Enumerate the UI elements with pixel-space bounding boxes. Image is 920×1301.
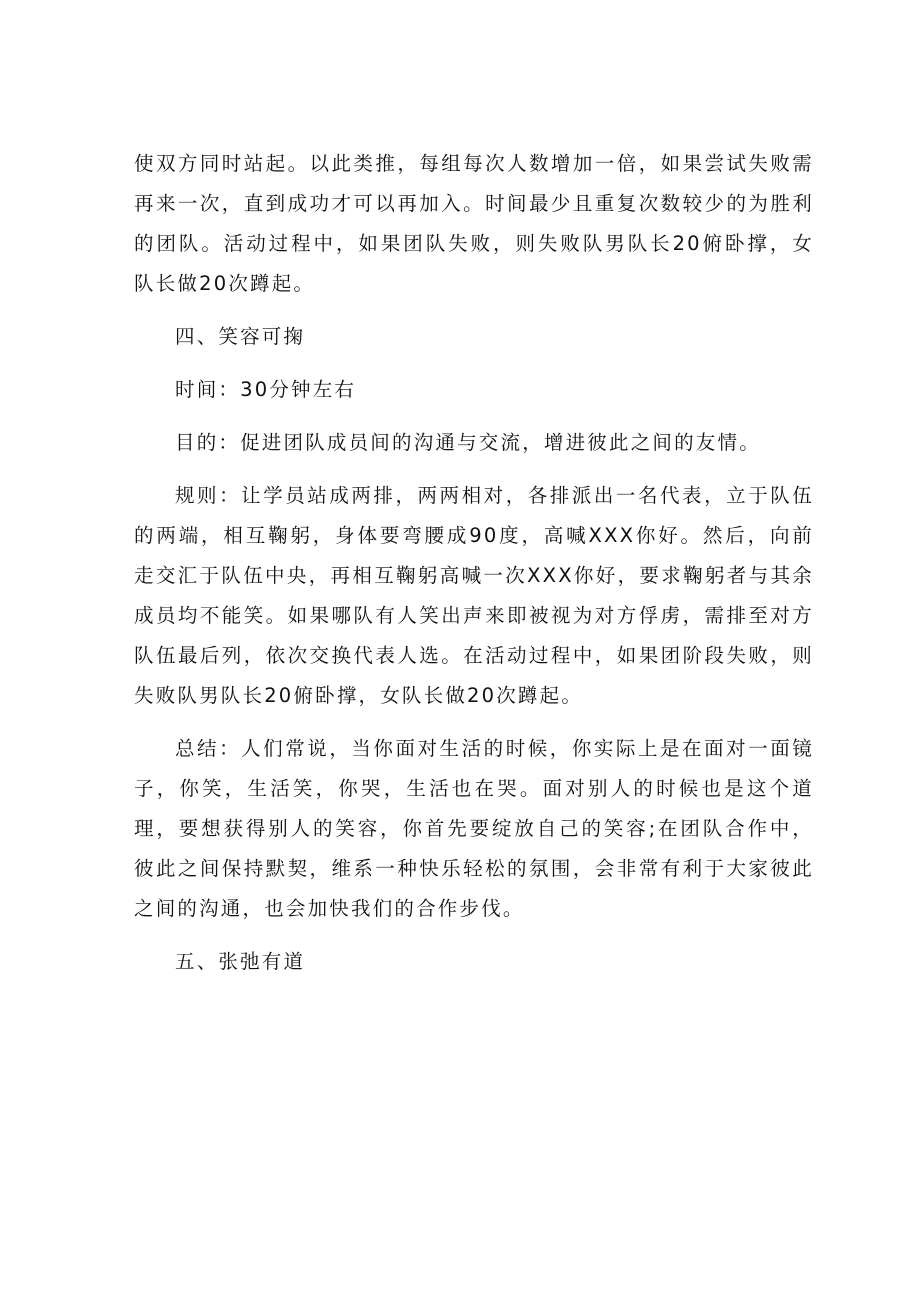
section-heading-smile: 四、笑容可掬	[175, 325, 306, 348]
paragraph-continued-rules: 使双方同时站起。以此类推，每组每次人数增加一倍，如果尝试失败需再来一次，直到成功才可以再加入。时间最少且重复次数较少的为胜利的团队。活动过程中，如果团队失败，则失败队男队长20俯卧撑，女队长做20次蹲起。	[134, 152, 814, 295]
section-heading-balance: 五、张弛有道	[175, 950, 306, 973]
paragraph-purpose: 目的：促进团队成员间的沟通与交流，增进彼此之间的友情。	[175, 431, 761, 454]
document-body	[134, 144, 814, 982]
paragraph-summary: 总结：人们常说，当你面对生活的时候，你实际上是在面对一面镜子，你笑，生活笑，你哭，生活也在哭。面对别人的时候也是这个道理，要想获得别人的笑容，你首先要绽放自己的笑容;在团队合作中，彼此之间保持默契，维系一种快乐轻松的氛围，会非常有利于大家彼此之间的沟通，也会加快我们的合作步伐。	[134, 737, 814, 920]
paragraph-time: 时间：30分钟左右	[175, 378, 357, 401]
paragraph-rules: 规则：让学员站成两排，两两相对，各排派出一名代表，立于队伍的两端，相互鞠躬，身体要弯腰成90度，高喊XXX你好。然后，向前走交汇于队伍中央，再相互鞠躬高喊一次XXX你好，要求鞠躬者与其余成员均不能笑。如果哪队有人笑出声来即被视为对方俘虏，需排至对方队伍最后列，依次交换代表人选。在活动过程中，如果团阶段失败，则失败队男队长20俯卧撑，女队长做20次蹲起。	[134, 484, 814, 707]
